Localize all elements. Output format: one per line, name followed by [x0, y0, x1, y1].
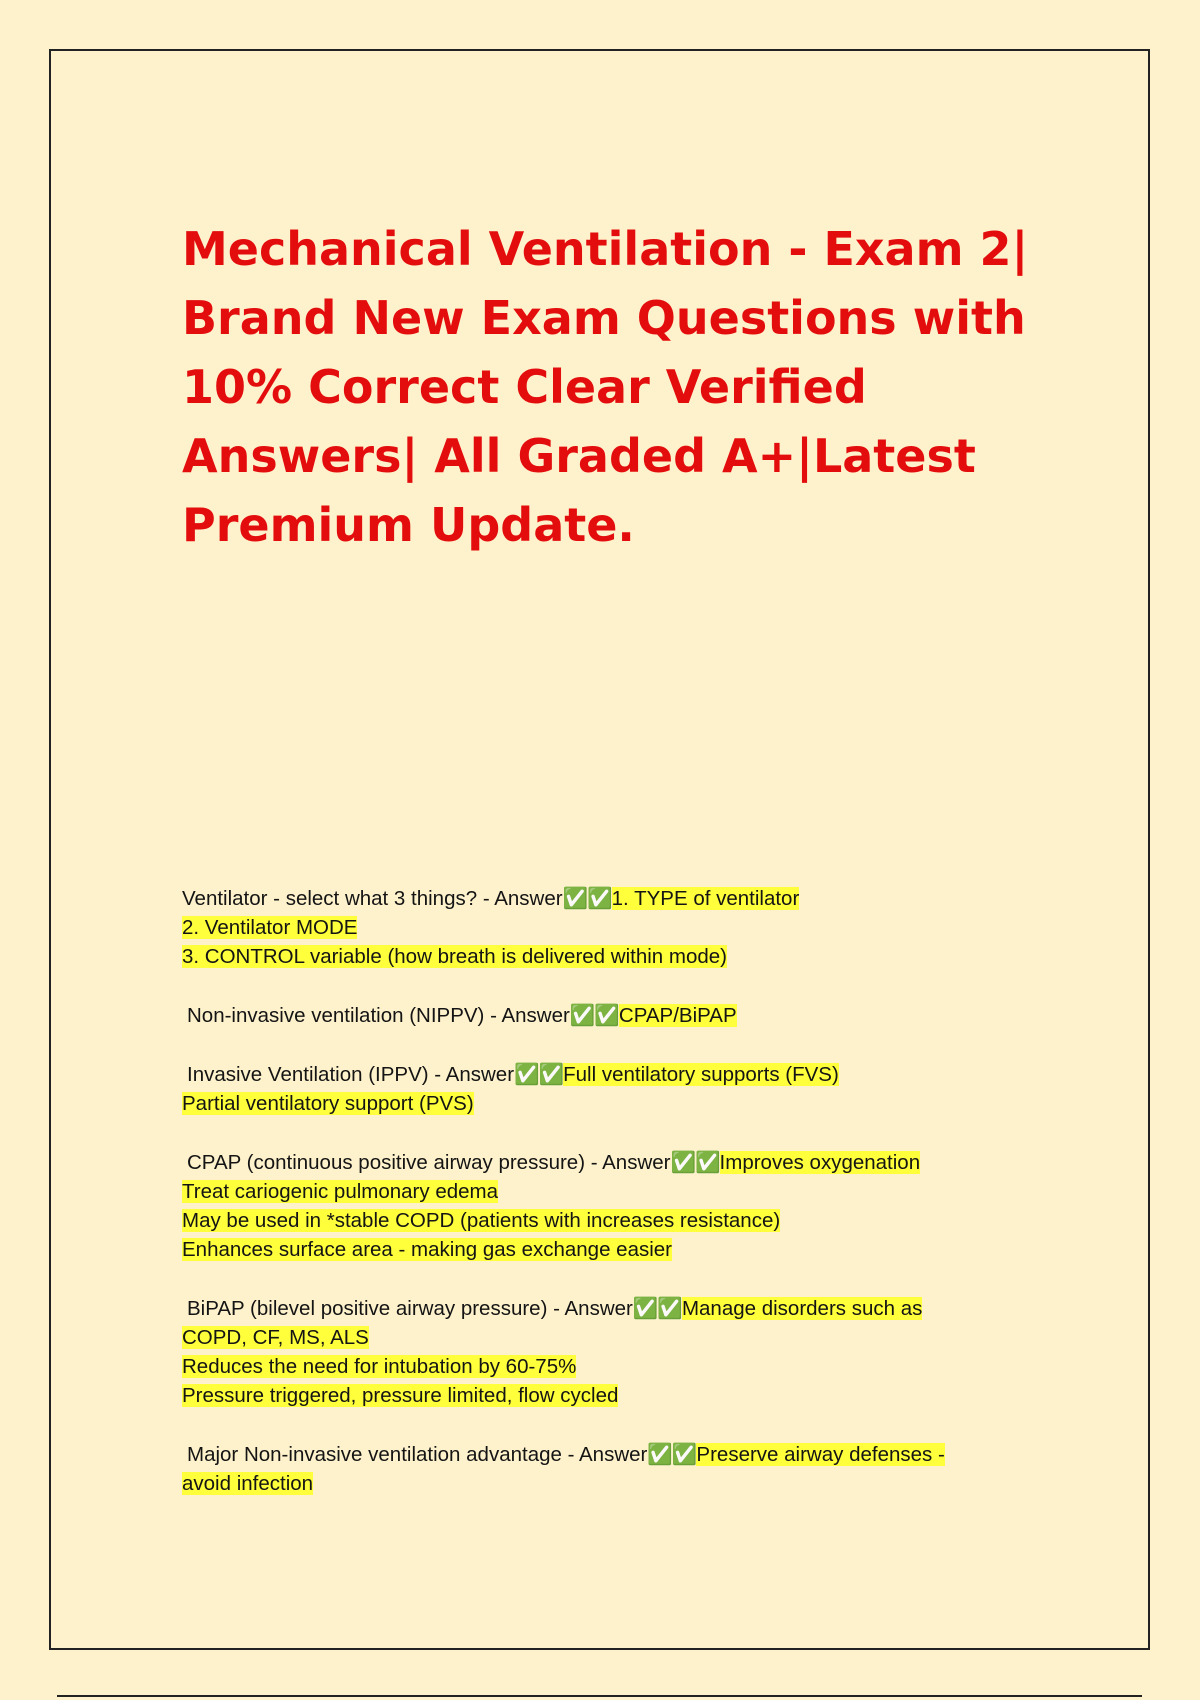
- answer-line: Preserve airway defenses -: [696, 1443, 945, 1466]
- qa-answer-row: [182, 942, 1062, 971]
- qa-answer-row: [182, 1089, 1062, 1118]
- answer-line: Full ventilatory supports (FVS): [563, 1063, 839, 1086]
- qa-first-line: [182, 1060, 1062, 1089]
- question-text: Non-invasive ventilation (NIPPV): [187, 1004, 485, 1027]
- qa-first-line: [182, 1294, 1062, 1323]
- answer-marker: - Answer: [585, 1151, 671, 1174]
- qa-item: [182, 884, 1062, 971]
- qa-first-line: [182, 884, 1062, 913]
- answer-line: 2. Ventilator MODE: [182, 916, 358, 939]
- qa-item: [182, 1148, 1062, 1264]
- answer-marker: - Answer: [484, 1004, 570, 1027]
- answer-line: Enhances surface area - making gas exchange easier: [182, 1238, 673, 1261]
- double-check-icon: ✅✅: [670, 1151, 720, 1174]
- qa-answer-row: [182, 913, 1062, 942]
- answer-line: Treat cariogenic pulmonary edema: [182, 1180, 499, 1203]
- qa-answer-row: [182, 1352, 1062, 1381]
- answer-line: Partial ventilatory support (PVS): [182, 1092, 474, 1115]
- answer-line: 1. TYPE of ventilator: [611, 887, 800, 910]
- answer-line: Manage disorders such as: [681, 1297, 923, 1320]
- double-check-icon: ✅✅: [569, 1004, 619, 1027]
- answer-line: Pressure triggered, pressure limited, flow cycled: [182, 1384, 619, 1407]
- document-title: Mechanical Ventilation - Exam 2| Brand New Exam Questions with 10% Correct Clear Verified Answers| All Graded A+|Latest Premium Update.: [182, 222, 1029, 552]
- answer-line: COPD, CF, MS, ALS: [182, 1326, 369, 1349]
- answer-line: avoid infection: [182, 1472, 314, 1495]
- qa-item: [182, 1060, 1062, 1118]
- answer-line: 3. CONTROL variable (how breath is delivered within mode): [182, 945, 727, 968]
- question-text: Major Non-invasive ventilation advantage: [187, 1443, 562, 1466]
- question-text: CPAP (continuous positive airway pressure): [187, 1151, 586, 1174]
- qa-item: [182, 1001, 1062, 1030]
- qa-item: [182, 1440, 1062, 1498]
- answer-marker: - Answer: [547, 1297, 633, 1320]
- double-check-icon: ✅✅: [647, 1443, 697, 1466]
- qa-answer-row: [182, 1177, 1062, 1206]
- qa-answer-row: [182, 1469, 1062, 1498]
- answer-line: Reduces the need for intubation by 60-75%: [182, 1355, 577, 1378]
- answer-line: CPAP/BiPAP: [618, 1004, 737, 1027]
- page-divider: [57, 1695, 1142, 1697]
- qa-list: [182, 884, 1062, 1528]
- question-text: Invasive Ventilation (IPPV): [187, 1063, 429, 1086]
- answer-line: May be used in *stable COPD (patients with increases resistance): [182, 1209, 781, 1232]
- qa-item: [182, 1294, 1062, 1410]
- qa-answer-row: [182, 1381, 1062, 1410]
- qa-answer-row: [182, 1235, 1062, 1264]
- answer-marker: - Answer: [477, 887, 563, 910]
- qa-first-line: [182, 1001, 1062, 1030]
- double-check-icon: ✅✅: [514, 1063, 564, 1086]
- double-check-icon: ✅✅: [632, 1297, 682, 1320]
- question-text: Ventilator - select what 3 things?: [182, 887, 478, 910]
- qa-first-line: [182, 1440, 1062, 1469]
- qa-first-line: [182, 1148, 1062, 1177]
- double-check-icon: ✅✅: [562, 887, 612, 910]
- question-text: BiPAP (bilevel positive airway pressure): [187, 1297, 548, 1320]
- answer-line: Improves oxygenation: [719, 1151, 921, 1174]
- answer-marker: - Answer: [561, 1443, 648, 1466]
- answer-marker: - Answer: [428, 1063, 515, 1086]
- qa-answer-row: [182, 1206, 1062, 1235]
- qa-answer-row: [182, 1323, 1062, 1352]
